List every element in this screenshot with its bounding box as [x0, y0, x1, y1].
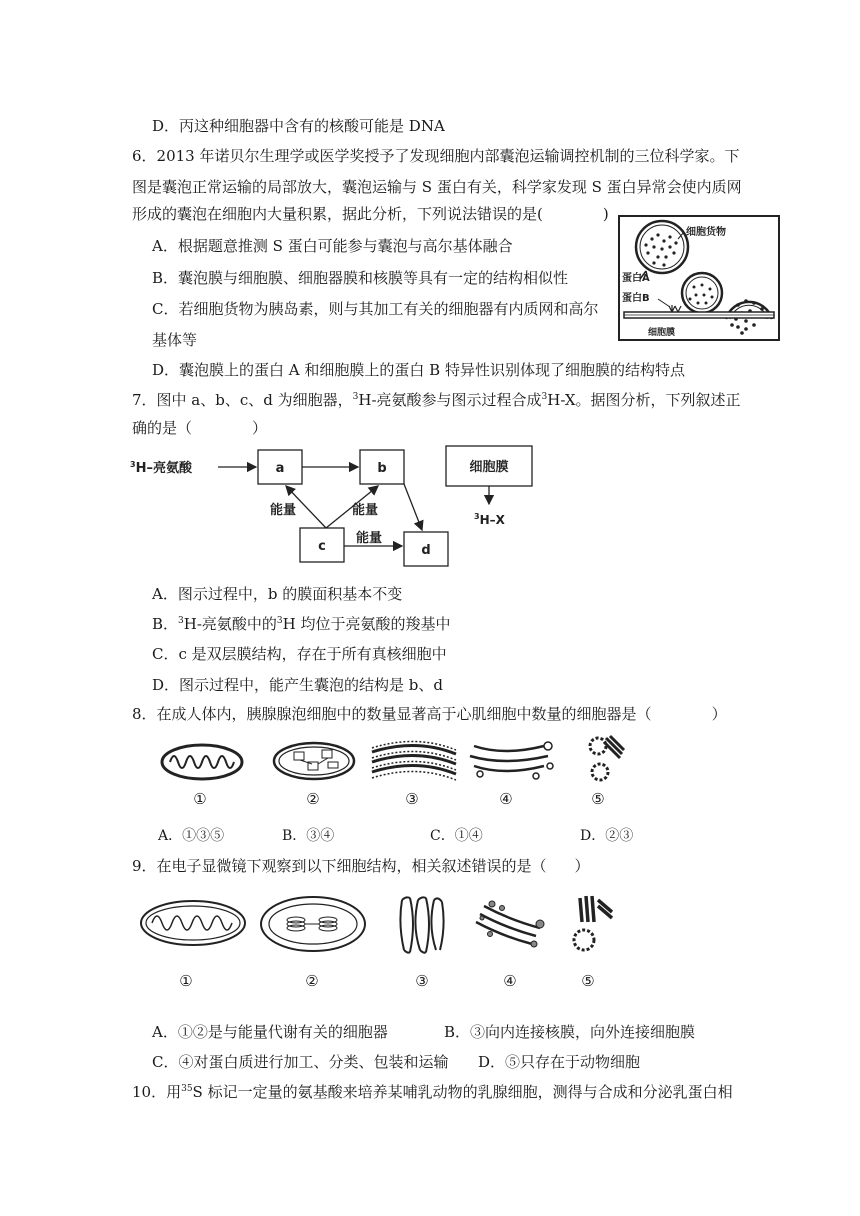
q8-option-a: A．①③⑤	[158, 828, 225, 844]
membrane-label: 细胞膜	[648, 328, 676, 338]
organelle-b-label: b	[377, 461, 387, 476]
q7-option-d: D．图示过程中，能产生囊泡的结构是 b、d	[152, 676, 444, 694]
q9-label-2: ②	[305, 972, 319, 990]
q9-option-d: D．⑤只存在于动物细胞	[478, 1053, 641, 1071]
vesicle-transport-figure	[618, 215, 780, 341]
flow-input-label: $^3$H–亮氨酸	[130, 460, 192, 476]
q8-option-d: D．②③	[580, 828, 634, 844]
q6-stem-line3: 形成的囊泡在细胞内大量积累，据此分析，下列说法错误的是( )	[132, 205, 609, 223]
leucine-flow-diagram	[128, 440, 548, 580]
q9-label-5: ⑤	[581, 972, 595, 990]
q5-option-d: D．丙这种细胞器中含有的核酸可能是 DNA	[152, 117, 445, 135]
q6-stem-line1: 6．2013 年诺贝尔生理学或医学奖授予了发现细胞内部囊泡运输调控机制的三位科学家。下	[132, 147, 740, 165]
q6-option-b: B．囊泡膜与细胞膜、细胞器膜和核膜等具有一定的结构相似性	[152, 269, 569, 287]
q8-option-b: B．③④	[282, 828, 335, 844]
q7-option-c: C．c 是双层膜结构，存在于所有真核细胞中	[152, 645, 447, 663]
q6-stem-line2: 图是囊泡正常运输的局部放大，囊泡运输与 S 蛋白有关，科学家发现 S 蛋白异常会使内质网	[132, 178, 742, 196]
flow-output-label: $^3$H–X	[474, 512, 505, 527]
q8-mitochondrion-icon	[160, 742, 244, 782]
q9-chloroplast-icon	[258, 894, 368, 954]
q8-centriole-icon	[578, 732, 628, 788]
q7-option-b: B．$^3$H-亮氨酸中的$^3$H 均位于亮氨酸的羧基中	[152, 615, 451, 633]
organelle-c-label: c	[318, 539, 326, 554]
q9-option-a: A．①②是与能量代谢有关的细胞器	[152, 1023, 388, 1041]
energy-label-1: 能量	[270, 503, 297, 518]
energy-label-2: 能量	[352, 503, 379, 518]
q8-stem: 8．在成人体内，胰腺腺泡细胞中的数量显著高于心肌细胞中数量的细胞器是（ ）	[132, 705, 727, 723]
q7-option-a: A．图示过程中，b 的膜面积基本不变	[152, 585, 403, 603]
q8-golgi-icon	[466, 736, 556, 782]
q9-label-4: ④	[503, 972, 517, 990]
q8-option-c: C．①④	[430, 828, 483, 844]
q8-label-4: ④	[499, 790, 513, 808]
cargo-label: 细胞货物	[686, 227, 726, 238]
q9-option-c: C．④对蛋白质进行加工、分类、包装和运输	[152, 1053, 449, 1071]
cell-membrane-label: 细胞膜	[469, 460, 509, 475]
q9-option-b: B．③向内连接核膜，向外连接细胞膜	[444, 1023, 696, 1041]
q9-stem: 9．在电子显微镜下观察到以下细胞结构，相关叙述错误的是（ ）	[132, 857, 590, 875]
q9-golgi-icon	[470, 896, 550, 952]
q9-mitochondrion-icon	[138, 898, 248, 948]
q8-label-2: ②	[306, 790, 320, 808]
organelle-a-label: a	[275, 461, 285, 476]
protein-a-label: 蛋白A	[622, 273, 650, 284]
q7-stem-line1: 7．图中 a、b、c、d 为细胞器，$^3$H-亮氨酸参与图示过程合成$^3$H-X。据图分析，下列叙述正	[132, 391, 741, 409]
q9-label-3: ③	[415, 972, 429, 990]
q9-centriole-icon	[568, 892, 618, 958]
q8-rough-er-icon	[368, 738, 460, 786]
q8-chloroplast-icon	[272, 740, 356, 782]
q10-stem: 10．用$^{35}$S 标记一定量的氨基酸来培养某哺乳动物的乳腺细胞，测得与合成和分泌乳蛋白相	[132, 1083, 733, 1101]
protein-b-label: 蛋白B	[622, 293, 650, 304]
q7-stem-line2: 确的是（ ）	[132, 419, 268, 437]
q6-option-d: D．囊泡膜上的蛋白 A 和细胞膜上的蛋白 B 特异性识别体现了细胞膜的结构特点	[152, 361, 685, 379]
q6-option-c-cont: 基体等	[152, 331, 198, 349]
energy-label-3: 能量	[356, 531, 383, 546]
q8-label-3: ③	[405, 790, 419, 808]
q6-option-a: A．根据题意推测 S 蛋白可能参与囊泡与高尔基体融合	[152, 237, 513, 255]
q9-label-1: ①	[179, 972, 193, 990]
q9-er-icon	[396, 894, 446, 956]
q8-label-1: ①	[193, 790, 207, 808]
organelle-d-label: d	[421, 543, 431, 558]
q8-label-5: ⑤	[591, 790, 605, 808]
q6-option-c: C．若细胞货物为胰岛素，则与其加工有关的细胞器有内质网和高尔	[152, 300, 599, 318]
